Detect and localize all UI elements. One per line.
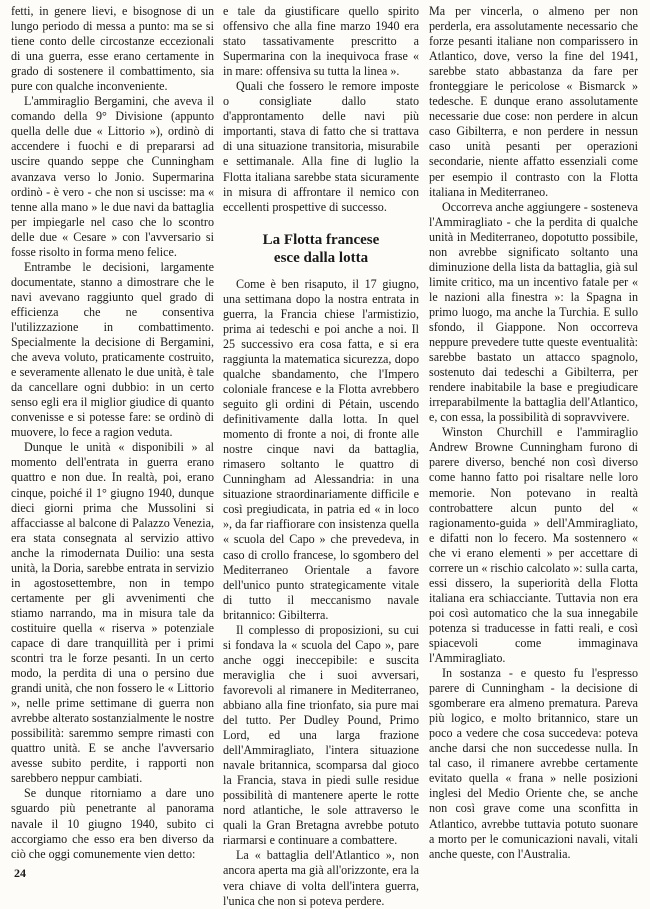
paragraph: Ma per vincerla, o almeno per non perderla, era assolutamente necessario che forze pesanti italiane non comparissero in Atlantico, dove, verso la fine del 1941, sarebbe stato abbastanza da fare per fronteggiare le pericolose « Bismarck » tedesche. E dunque erano assolutamente necessarie due cose: non perdere in alcun caso Gibilterra, e non perdere in nessun caso unità pesanti per operazioni secondarie, niente affatto essenziali come per esempio il contrasto con la Flotta italiana in Mediterraneo. [429,4,638,199]
text-column-middle [223,4,419,909]
paragraph: fetti, in genere lievi, e bisognose di un lungo periodo di messa a punto: ma se si tiene conto delle circostanze eccezionali di una guerra, esse erano certamente in grado di sostenere il combattimento, sia pure con qualche inconveniente. [11,4,214,94]
paragraph: Dunque le unità « disponibili » al momento dell'entrata in guerra erano quattro e non due. In realtà, poi, erano cinque, poiché il 1° giugno 1940, dunque dieci giorni prima che Mussolini si affacciasse al balcone di Palazzo Venezia, era stata consegnata al servizio attivo anche la rimodernata Duilio: una sesta unità, la Doria, sarebbe entrata in servizio in agostosettembre, non in tempo certamente per gli avvenimenti che stiamo narrando, ma in misura tale da costituire quella « riserva » potenziale capace di dare tranquillità per i primi scontri tra le forze pesanti. In un certo modo, la perdita di una o persino due grandi unità, che non fossero le « Littorio », nelle prime settimane di guerra non avrebbe alterato sostanzialmente le nostre possibilità: saremmo sempre rimasti con quattro unità. E se anche l'avversario avesse subito perdite, i rapporti non sarebbero neppur cambiati. [11,440,214,786]
paragraph: Il complesso di proposizioni, su cui si fondava la « scuola del Capo », pare anche oggi ineccepibile: e suscita meraviglia che i suoi avversari, favorevoli al rimanere in Mediterraneo, abbiano alla fine trionfato, sia pure mai del tutto. Per Dudley Pound, Primo Lord, ed una larga frazione dell'Ammiragliato, l'intera situazione navale britannica, scomparsa dal gioco la Francia, stava in piedi sulle residue possibilità di mantenere aperte le rotte nord atlantiche, le sole attraverso le quali la Gran Bretagna avrebbe potuto riarmarsi e continuare a combattere. [223,622,419,848]
paragraph: L'ammiraglio Bergamini, che aveva il comando della 9° Divisione (appunto quella delle due « Littorio »), ordinò di accendere i fuochi e di prepararsi ad uscire quando seppe che Cunningham avanzava verso lo Jonio. Supermarina ordinò - è vero - che non si uscisse: ma « tenne alla mano » le due navi da battaglia per impiegarle nel caso che lo scontro delle due « Cesare » con l'avversario si fosse risolto in forma meno felice. [11,94,214,259]
paragraph: In sostanza - e questo fu l'espresso parere di Cunningham - la decisione di sgomberare era almeno prematura. Pareva più logico, e molto britannico, stare un poco a vedere che cosa succedeva: poteva anche darsi che non succedesse nulla. In tal caso, il rimanere avrebbe certamente evitato quella « frana » nelle posizioni inglesi del Medio Oriente che, se anche non così grave come una sconfitta in Atlantico, avrebbe tuttavia potuto suonare a morto per le comunicazioni navali, vitali anche queste, con l'Australia. [429,666,638,861]
paragraph: Occorreva anche aggiungere - sosteneva l'Ammiragliato - che la perdita di qualche unità in Mediterraneo, dopotutto possibile, non avrebbe significato soltanto una diminuzione della lista da battaglia, già sul limite critico, ma un incentivo fatale per « le nazioni alla finestra »: la Spagna in primo luogo, ma anche la Turchia. E sullo sfondo, il Giappone. Non occorreva neppure prevedere tutte queste eventualità: sarebbe bastato un attacco spagnolo, sostenuto dai tedeschi a Gibilterra, per rendere inabitabile la base e pregiudicare irreparabilmente la battaglia dell'Atlantico, e, con essa, la possibilità di sopravvivere. [429,199,638,425]
paragraph: Winston Churchill e l'ammiraglio Andrew Browne Cunningham furono di parere diverso, benché non così diverso come hanno fatto poi risaltare nelle loro memorie. Non potevano in realtà controbattere alcun punto del « ragionamento-guida » dell'Ammiragliato, e difatti non lo fecero. Ma sostennero « che vi erano elementi » per accettare di correre un « rischio calcolato »: sulla carta, essi dissero, la superiorità della Flotta italiana era schiacciante. Tuttavia non era poi così automatico che la sua innegabile potenza si traducesse in fatti reali, e così spiacevoli come immaginava l'Ammiragliato. [429,425,638,666]
text-column-right [429,4,638,862]
paragraph: Quali che fossero le remore imposte o consigliate dallo stato d'approntamento delle navi più importanti, stava di fatto che si trattava di una situazione transitoria, misurabile e settimanale. Alla fine di luglio la Flotta italiana sarebbe stata sicuramente in misura di affrontare il nemico con eccellenti prospettive di successo. [223,79,419,214]
paragraph: Come è ben risaputo, il 17 giugno, una settimana dopo la nostra entrata in guerra, la Francia chiese l'armistizio, prima ai tedeschi e poi anche a noi. Il 25 successivo era cosa fatta, e si era raggiunta la matematica sicurezza, dopo qualche sbandamento, che l'Impero coloniale francese e la Flotta avrebbero seguito gli ordini di Pétain, uscendo definitivamente dalla lotta. In quel momento di fronte a noi, di fronte alle nostre cinque navi da battaglia, rimasero soltanto le quattro di Cunningham ad Alessandria: in una situazione straordinariamente difficile e così pregiudicata, in patria ed « in loco », da far riaffiorare con insistenza quella « scuola del Capo » che prevedeva, in caso di crollo francese, lo sgombero del Mediterraneo Orientale a favore dell'unico punto strategicamente vitale di tutto il meccanismo navale britannico: Gibilterra. [223,276,419,622]
text-column-left [11,4,214,862]
section-heading [223,231,419,267]
section-heading-line2: esce dalla lotta [273,249,369,266]
paragraph: Entrambe le decisioni, largamente documentate, stanno a dimostrare che le navi avevano raggiunto quel grado di efficienza che ne consentiva l'utilizzazione in combattimento. Specialmente la decisione di Bergamini, che aveva voluto, praticamente costruito, e severamente allenato le due unità, è tale da cancellare ogni dubbio: in un certo senso egli era il miglior giudice di quanto convenisse e si potesse fare: se ordinò di muovere, lo fece a ragion veduta. [11,259,214,440]
paragraph: e tale da giustificare quello spirito offensivo che alla fine marzo 1940 era stato tassativamente prescritto a Supermarina con la inequivoca frase « in mare: offensiva su tutta la linea ». [223,4,419,79]
page-number: 24 [14,866,26,880]
paragraph: Se dunque ritorniamo a dare uno sguardo più penetrante al panorama navale il 10 giugno 1940, subito ci accorgiamo che esso era ben diverso da ciò che oggi comunemente vien detto: [11,786,214,861]
paragraph: La « battaglia dell'Atlantico », non ancora aperta ma già all'orizzonte, era la vera chiave di volta dell'intera guerra, l'unica che non si poteva perdere. [223,848,419,908]
section-heading-line1: La Flotta francese [262,231,380,248]
